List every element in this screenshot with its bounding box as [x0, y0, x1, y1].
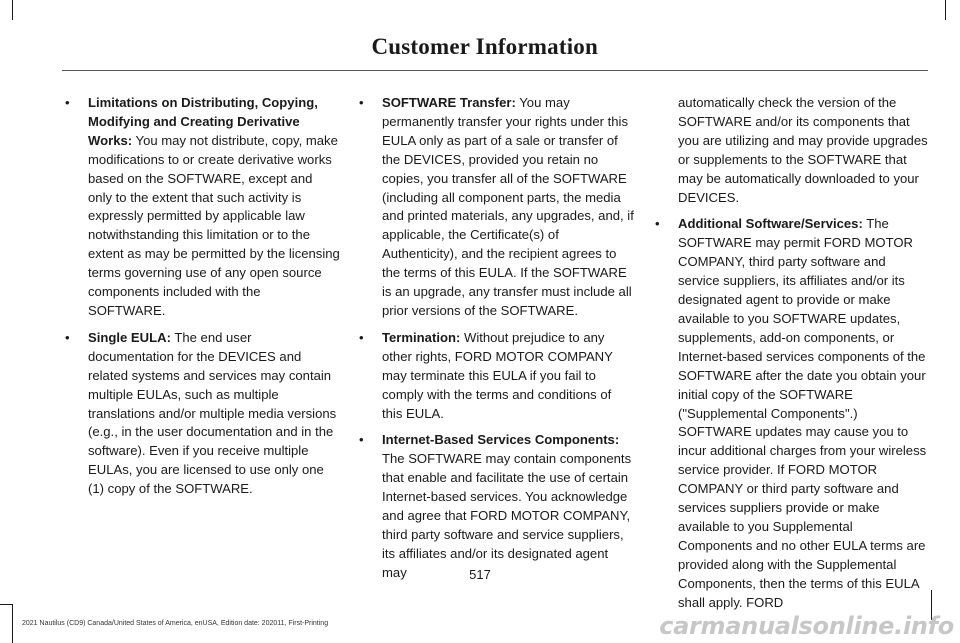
crop-mark	[0, 604, 12, 605]
page-header	[62, 26, 928, 71]
list-item	[654, 215, 930, 612]
footer-edition-text: 2021 Nautilus (CD9) Canada/United States of America, enUSA, Edition date: 202011, First-Printing	[22, 620, 329, 627]
bullet-icon: •	[65, 329, 70, 345]
list-item	[64, 329, 340, 499]
bullet-icon: •	[655, 216, 660, 232]
list-item-text: Without prejudice to any other rights, FORD MOTOR COMPANY may terminate this EULA if you fail to comply with the terms and conditions of this EULA.	[382, 329, 613, 421]
list-item	[358, 431, 634, 582]
bullet-icon: •	[359, 95, 364, 110]
list-item-term: Single EULA:	[88, 329, 171, 345]
text-column-2	[358, 94, 634, 591]
list-item-text: The end user documentation for the DEVICES and related systems and services may contain multiple EULAs, such as multiple translations and/or multiple media versions (e.g., in the user documentation and in the software). Even if you receive multiple EULAs, you are licensed to use only one (1) copy of the SOFTWARE.	[88, 329, 337, 497]
page-number: 517	[469, 567, 491, 582]
crop-mark	[945, 0, 946, 20]
list-item-term: Limitations on Distributing, Copying, Modifying and Creating Derivative Works:	[88, 95, 318, 148]
list-item-text: You may not distribute, copy, make modifications to or create derivative works based on the SOFTWARE, except and only to the extent that such activity is expressly permitted by applicable law notwithstanding this limitation or to the extent as may be permitted by the licensing terms governing use of any open source components included with the SOFTWARE.	[88, 132, 340, 318]
bullet-icon: •	[359, 329, 364, 345]
list-item-text: The SOFTWARE may permit FORD MOTOR COMPANY, third party software and service suppliers, its affiliates and/or its designated agent to provide or make available to you SOFTWARE updates, supplements, add-on components, or Internet-based services components of the SOFTWARE after the date you obtain your initial copy of the SOFTWARE ("Supplemental Components".) SOFTWARE updates may cause you to incur additional charges from your wireless service provider. If FORD MOTOR COMPANY or third party software and services suppliers provide or make available to you Supplemental Components and no other EULA terms are provided along with the Supplemental Components, then the terms of this EULA shall apply. FORD	[678, 216, 927, 610]
watermark-logo: carmanualsonline.info	[659, 612, 954, 640]
list-item-term: Termination:	[382, 329, 461, 345]
list-item	[358, 94, 634, 321]
list-item	[358, 329, 634, 424]
crop-mark	[12, 604, 13, 643]
page-title: Customer Information	[371, 34, 598, 59]
text-column-1	[64, 94, 340, 507]
list-item-term: SOFTWARE Transfer:	[382, 95, 516, 110]
list-item	[64, 94, 340, 321]
list-item-text: You may permanently transfer your rights under this EULA only as part of a sale or transfer of the DEVICES, provided you retain no copies, you transfer all of the SOFTWARE (including all component parts, the media and printed materials, any upgrades, and, if applicable, the Certificate(s) of Authenticity), and the recipient agrees to the terms of this EULA. If the SOFTWARE is an upgrade, any transfer must include all prior versions of the SOFTWARE.	[382, 95, 634, 318]
bullet-icon: •	[359, 432, 364, 448]
list-item-text: automatically check the version of the SOFTWARE and/or its components that you are utilizing and may provide upgrades or supplements to the SOFTWARE that may be automatically downloaded to your DEVICES.	[678, 95, 928, 205]
text-column-3	[654, 94, 930, 620]
list-item-term: Internet-Based Services Components:	[382, 432, 620, 448]
crop-mark	[12, 0, 13, 20]
bullet-icon: •	[65, 95, 70, 110]
list-item-term: Additional Software/Services:	[678, 216, 863, 232]
list-item	[654, 94, 930, 207]
list-item-text: The SOFTWARE may contain components that enable and facilitate the use of certain Internet-based services. You acknowledge and agree that FORD MOTOR COMPANY, third party software and service suppliers, its affiliates and/or its designated agent may	[382, 451, 632, 580]
